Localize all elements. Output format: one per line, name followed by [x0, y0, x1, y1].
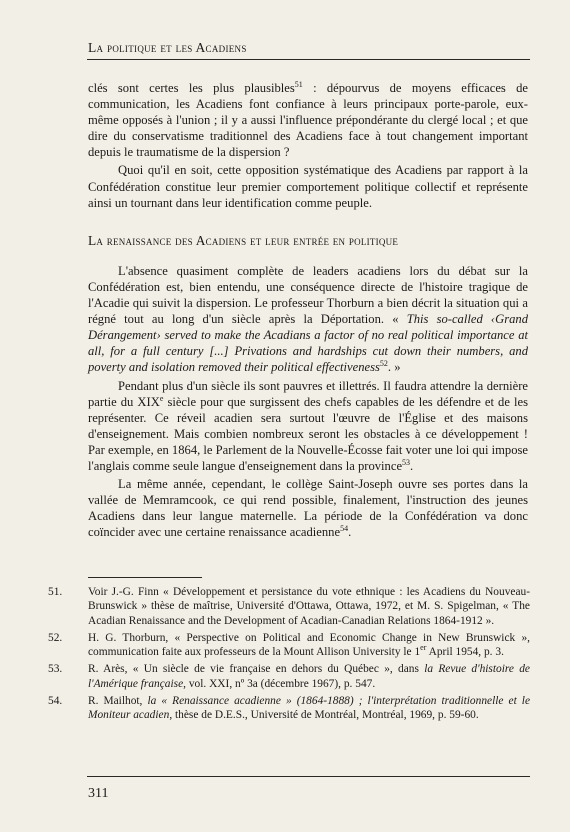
paragraph-4-text-middle: siècle pour que surgissent des chefs capables de les défendre et de les représenter. Ce réveil acadien sera surtout l'œuvre de l'Église et des maisons d'enseignement. Mais combien nombreux seront les obstacles à ce développement ! Par exemple, en 1864, le Parlement de la Nouvelle-Écosse fait voter une loi qui impose l'anglais comme seule langue d'enseignement dans la province: [88, 394, 528, 473]
footnote-51: [48, 585, 530, 628]
paragraph-1-text-start: clés sont certes les plus plausibles: [88, 81, 295, 95]
journal-title: la Revue d'histoire de l'Amérique française: [88, 663, 530, 690]
paragraph-5-text-start: La même année, cependant, le collège Saint-Joseph ouvre ses portes dans la vallée de Memramcook, ce qui rend possible, finalement, l'instruction des jeunes Acadiens dans leur langue maternelle. La période de la Confédération va donc coïncider avec une certaine renaissance acadienne: [88, 477, 528, 540]
paragraph-3-text-end: . »: [387, 360, 401, 375]
footnote-number: 51.: [48, 586, 63, 598]
paragraph-1: [88, 80, 528, 160]
paragraph-5: [88, 476, 528, 540]
footnotes: [48, 585, 530, 726]
footnote-text: Voir J.-G. Finn « Développement et persistance du vote ethnique : les Acadiens du Nouveau-Brunswick » thèse de maîtrise, Université d'Ottawa, Ottawa, 1972, et M. S. Spigelman, « The Acadian Renaissance and the Development of Acadian-Canadian Relations 1864-1912 ».: [88, 586, 530, 627]
ordinal-suffix: er: [420, 643, 427, 653]
paragraph-3: [88, 263, 528, 376]
thesis-title: la « Renaissance acadienne » (1864-1888) ; l'interprétation traditionnelle et le Moniteur acadien: [88, 695, 530, 722]
paragraph-1-text-end: : dépourvus de moyens efficaces de communication, les Acadiens font confiance à leurs principaux porte-parole, eux-même opposés à l'union ; il y a aussi l'influence prépondérante du clergé local ; et que dire du conservatisme traditionnel des Acadiens face à tout changement important depuis le traumatisme de la dispersion ?: [88, 81, 528, 160]
footnote-52: [48, 631, 530, 660]
thorburn-quote: This so-called ‹Grand Dérangement› served to make the Acadians a factor of no real political importance at all, for a full century [...] Privations and hardships cut down their numbers, and poverty and isolation removed their political effectiveness: [88, 312, 529, 375]
paragraph-3-text-start: L'absence quasiment complète de leaders acadiens lors du débat sur la Confédération est, bien entendu, une conséquence directe de l'histoire tragique de l'Acadie qui suivit la dispersion. Le professeur Thorburn a bien décrit la situation qui a régné tout au long d'un siècle après la Déportation. «: [88, 263, 528, 327]
paragraph-4-text-end: .: [410, 458, 414, 473]
footnote-text: [88, 662, 530, 691]
body-text: [88, 80, 528, 540]
footnote-text: [88, 631, 530, 660]
footer-rule: [87, 776, 530, 777]
paragraph-2: Quoi qu'il en soit, cette opposition systématique des Acadiens par rapport à la Confédération constitue leur premier comportement politique collectif et représente ainsi un tournant dans leur identification comme peuple.: [88, 163, 528, 210]
century-numeral: XIX: [137, 394, 160, 409]
footnote-separator: [88, 577, 202, 578]
footnote-text: [88, 694, 530, 723]
section-heading: La renaissance des Acadiens et leur entrée en politique: [88, 232, 399, 248]
footnote-ref-54: 54: [340, 524, 349, 534]
footnote-number: 52.: [48, 631, 63, 644]
footnote-54: [48, 694, 530, 723]
footnote-ref-52: 52: [379, 359, 388, 369]
paragraph-4: [88, 378, 528, 475]
paragraph-5-text-end: .: [348, 525, 352, 540]
footnote-text-start: R. Arès, « Un siècle de vie française en dehors du Québec », dans: [88, 663, 425, 676]
footnote-text-start: H. G. Thorburn, « Perspective on Political and Economic Change in New Brunswick », communication faite aux professeurs de la Mount Allison University le 1: [88, 631, 530, 659]
footnote-number: 54.: [48, 695, 63, 708]
footnote-53: [48, 662, 530, 691]
paragraph-4-text-start: Pendant plus d'un siècle ils sont pauvres et illettrés. Il faudra attendre la dernière partie du: [88, 378, 528, 409]
footnote-text-end: , thèse de D.E.S., Université de Montréal, Montréal, 1969, p. 59-60.: [169, 709, 479, 722]
footnote-ref-51: 51: [294, 79, 303, 89]
century-suffix: e: [159, 393, 164, 403]
running-head: La politique et les Acadiens: [88, 40, 247, 55]
footnote-ref-53: 53: [402, 457, 411, 467]
footnote-text-start: R. Mailhot,: [88, 695, 148, 708]
page-number: 311: [88, 786, 109, 801]
header-rule: [87, 59, 530, 60]
footnote-text-end: , vol. XXI, nº 3a (décembre 1967), p. 547.: [183, 677, 376, 690]
footnote-number: 53.: [48, 663, 63, 676]
footnote-text-end: April 1954, p. 3.: [426, 646, 504, 659]
